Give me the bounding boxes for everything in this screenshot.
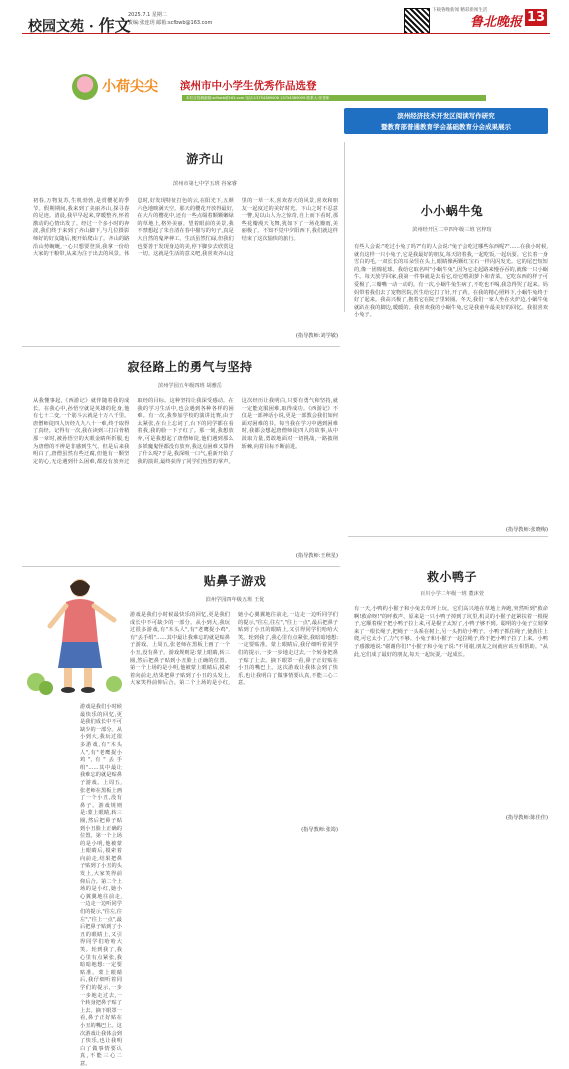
article-5-byline: 滨州学园四年级五班 王优 (205, 597, 265, 603)
section-suffix: 作文 (98, 16, 131, 35)
paper-name: 鲁北晚报 (470, 15, 523, 30)
girl-illustration-svg (22, 572, 127, 700)
section-rule-1 (22, 346, 340, 347)
section-name: 校园文苑 (28, 19, 84, 35)
article-4-byline: 百川小学二年级一班 董沐萱 (420, 591, 484, 597)
article-5-body-continued: 游戏是我们小时候最快乐的回忆,更是我们成长中不可缺少的一部分。从小到大,我玩过很多游戏,有"木头人",有"老鹰捉小鸡",有"丢手绢"……其中最让我难忘的就是贴鼻子游戏。上周五,张老师在黑板上画了一个小丑,没有鼻子。游戏规则是:蒙上眼睛,转三圈,然后把鼻子贴到小丑脸上正确的位置。第一个上场的是小明,他被蒙上眼睛后,摸索着向前走,结果把鼻子贴到了小丑的头发上,大家笑得前仰后合。第二个上场的是小红,她小心翼翼地往前走,一边走一边听同学们的提示,"往左,往左","往上一点",最后把鼻子贴到了小丑的眼睛上,又引得同学们哈哈大笑。轮到我了,我心里有点紧张,我暗暗地想:一定要贴准。蒙上眼睛后,我仔细听着同学们的提示,一步一步地走过去,一个转身把鼻子贴了上去。摘下眼罩一看,鼻子正好贴在小丑的嘴巴上。这次游戏让我体会到了快乐,也让我明白了做事情要认真,不能三心二意。 (130, 612, 338, 687)
article-3-signature: (指导教师:王秋星) (295, 553, 338, 559)
article-1-body: 初春,万物复苏,生机勃勃,是赏樱花的季节。假期期间,我来到了美丽齐山,探寻春的足迹。清晨,我早早起来,穿暖整齐,怀着激动的心情出发了。经过一个多小时的奔波,我们终于来到了齐山脚下,与几位摄影师好的好友随后,便开始爬山了。齐山的路沿山势蜿蜒,一心只想要登顶,我拿一份给大家的干粮带,从来为注于出去的风景。休息时,好发现特征打色的云,在阳光下,五颜六色地映满天空。那天的樱花开放得最好,在大片的樱花中,还有一些点缀着颗颗嫩绿的草地上,格外美丽。望着眼前的美景,我不禁想起了朱自清在春中描写的句子,真是大自然的鬼斧神工。生活虽然忙碌,但我们也要善于发现身边的美,停下脚步去欣赏这一切。这就是生活的意义吧,我喜欢齐山这里的一草一木,喜欢春天的风景,喜欢和朋友一起度过的美好时光。下山之时不忍意一瞥,见以山人为之惊奇,自上而下看时,那些花瓣漫天飞舞,犹如下了一场花瓣雨,美丽极了。不知不觉中夕阳西下,我们就这样结束了这次愉快的旅行。 (33, 198, 338, 258)
article-4-signature: (指导教师:陈佳佳) (505, 815, 548, 821)
article-1-title: 游齐山 (186, 152, 224, 166)
article-4-title: 救小鸭子 (426, 570, 477, 584)
editor-line: 责编:张连玥 邮箱:scfbwb@163.com (128, 20, 213, 26)
qr-code[interactable] (404, 8, 430, 34)
issue-date: 2025.7.1 星期二 (128, 12, 167, 18)
banner-contact: 本栏目投稿邮箱:scfbwb@163.com 电话:13754389008 13754389009 联系人:张老师 (182, 95, 486, 101)
header-meta (128, 11, 212, 27)
header (0, 0, 569, 40)
banner-subtitle: 滨州市中小学生优秀作品选登 (180, 80, 317, 92)
article-1-signature: (指导教师:刘学敏) (295, 333, 338, 339)
article-2-body: 有些人会说:"吃过小兔了吗?"有的人会说:"兔子会吃过哪些东西呢?"……在我小时候,就有这样一只小兔子,它是我最好的朋友,每天陪着我,一起吃饭,一起玩耍。它长着一身雪白的毛,一双长长的耳朵竖在头上,眼睛像两颗红宝石一样闪闪发光。它的尾巴短短的,像一团棉花球。我给它取名叫"小蜗牛兔",因为它走起路来慢吞吞的,就像一只小蜗牛。每天放学回家,我第一件事就是去看它,给它喂胡萝卜和青菜。它吃东西的样子可爱极了,三瓣嘴一动一动的。有一次,小蜗牛兔生病了,不吃也不喝,我急得哭了起来。妈妈带着我们去了宠物医院,医生给它打了针,开了药。在我的精心照料下,小蜗牛兔终于好了起来。我高兴极了,抱着它在院子里转圈。冬天,我们一家人坐在火炉边,小蜗牛兔就趴在我的脚边,暖暖的。我喜欢我的小蜗牛兔,它是我童年最美好的回忆。我很喜欢小兔子。 (354, 244, 548, 319)
article-3-title: 寂径路上的勇气与坚持 (127, 360, 253, 374)
banner-lotus-icon (72, 74, 98, 100)
article-2-byline: 滨州经开区二中四年级三班 宫梓瑄 (412, 227, 492, 233)
column-banner (72, 74, 492, 102)
article-5-title: 贴鼻子游戏 (203, 574, 267, 588)
column-divider (344, 142, 345, 312)
section-rule-2 (348, 536, 548, 537)
article-5-body: 游戏是我们小时候最快乐的回忆,更是我们成长中不可缺少的一部分。从小到大,我玩过很多游戏,有"木头人",有"老鹰捉小鸡",有"丢手绢"……其中最让我难忘的就是贴鼻子游戏。上周五,张老师在黑板上画了一个小丑,没有鼻子。游戏规则是:蒙上眼睛,转三圈,然后把鼻子贴到小丑脸上正确的位置。第一个上场的是小明,他被蒙上眼睛后,摸索着向前走,结果把鼻子贴到了小丑的头发上,大家笑得前仰后合。第二个上场的是小红,她小心翼翼地往前走,一边走一边听同学们的提示,"往左,往左","往上一点",最后把鼻子贴到了小丑的眼睛上,又引得同学们哈哈大笑。轮到我了,我心里有点紧张,我暗暗地想:一定要贴准。蒙上眼睛后,我仔细听着同学们的提示,一步一步地走过去,一个转身把鼻子贴了上去。摘下眼罩一看,鼻子正好贴在小丑的嘴巴上。这次游戏让我体会到了快乐,也让我明白了做事情要认真,不能三心二意。 (80, 704, 122, 1067)
notice-line-2: 暨教育部普通教育学会基础教育分会成果展示 (381, 123, 511, 131)
header-rule (22, 33, 550, 34)
notice-line-1: 滨州经济技术开发区阅读写作研究 (397, 112, 495, 120)
banner-title: 小荷尖尖 (102, 79, 158, 95)
article-1-byline: 滨州市第七中学五班 谷家睿 (173, 181, 237, 187)
notice-box (344, 108, 548, 134)
page-number: 13 (526, 10, 546, 25)
page-number-badge (525, 9, 547, 26)
section-rule-3 (22, 566, 340, 567)
article-2-title: 小小蜗牛兔 (420, 204, 484, 218)
article-2-signature: (指导教师:张晓梅) (505, 527, 548, 533)
article-3-byline: 滨州学园五年级四班 胡雅岳 (158, 383, 222, 389)
article-4-body: 有一天,小鸭约小猴子和小兔去草坪上玩。它们高兴地在草地上奔跑,突然听到"救命啊!救命呀!"的呼救声。原来是一只小鸭子掉到了坑里,机灵的小猴子赶紧扶着一根棍子,它顺着棍子把小鸭子拉上来,可是棍子太短了,小鸭子够不到。聪明的小兔子立刻拿来了一根长绳子,把绳子一头系在树上,另一头扔给小鸭子。小鸭子抓住绳子,使劲往上爬,可它太小了,力气不够。小兔子和小猴子一起拉绳子,终于把小鸭子拉了上来。小鸭子感激地说:"谢谢你们!"小猴子和小兔子说:"不用谢,朋友之间就应该互相帮助。"从此,它们成了最好的朋友,每天一起玩耍,一起成长。 (354, 606, 548, 658)
article-3-body: 从我懂事起,《西游记》就伴随着我的成长。在我心中,孙悟空就是英雄的化身,他有七十二变,一个筋斗云就是十万八千里。唐僧师徒四人历经九九八十一难,终于取得了真经。记得有一次,我在读到三打白骨精那一章时,被孙悟空的火眼金睛所折服,也为唐僧的不辨是非感到生气。但是后来我明白了,唐僧虽然有些迂腐,但他有一颗坚定的心,无论遇到什么困难,都没有放弃过取经的目标。这种坚持让我深受感动。在我的学习生活中,也会遇到各种各样的困难。有一次,我参加学校的演讲比赛,由于太紧张,在台上忘词了,台下的同学都在看着我,我的脸一下子红了。那一刻,我想放弃,可是我想起了唐僧师徒,他们遇到那么多妖魔鬼怪都没有放弃,我这点困难又算得了什么呢?于是,我深吸一口气,重新开始了我的演讲,最终获得了同学们热烈的掌声。这次经历让我明白,只要有勇气和坚持,就一定能克服困难,取得成功。《西游记》不仅是一部神话小说,更是一部教会我们如何面对困难的书。每当我在学习中遇到困难时,我都会想起唐僧师徒四人的故事,从中汲取力量,勇敢地面对一切挑战,一路披荆斩棘,向着目标不断前进。 (33, 398, 338, 465)
girl-illustration (22, 572, 127, 700)
qr-caption: 下载鲁晚新闻 精彩新闻生活 (432, 8, 488, 13)
section-separator: · (88, 19, 94, 35)
article-5-signature: (指导教师:张筠) (301, 827, 338, 833)
